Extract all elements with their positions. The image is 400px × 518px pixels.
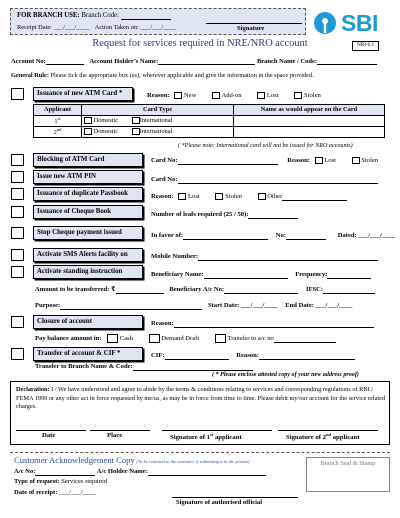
standing-row-1: Beneficiary Name: Frequency: [151,271,371,279]
branch-signature-label: Signature [237,25,265,32]
account-no-field[interactable] [46,58,84,65]
sig2-label: Signature of 2nd applicant [286,432,360,442]
transfer-row: CIF: Reason: [151,352,355,360]
branch-use-title: FOR BRANCH USE: Branch Code: [17,12,171,20]
declaration-text: Declaration: I / We have understood and agree to abide by the terms & conditions relating to services and corresponding regulations of RBI / FEMA 1999 or any other act in force requested by me/us, as may be in force from time to time. Please debit my/our account for the service related charges. [16,386,386,410]
standing-row-3: Purpose: Start Date: ___/___/____ End Date: ___/___/____ [35,302,353,309]
transfer-ac-field[interactable] [274,336,336,343]
table-row: 1st Domestic International [34,116,385,127]
transfer-checkbox[interactable] [11,348,24,360]
blocking-label: Blocking of ATM Card [33,153,143,167]
standing-checkbox[interactable] [11,266,24,278]
seal-label: Branch Seal & Stamp [320,460,376,467]
pay-cash-checkbox[interactable] [107,334,118,343]
stop-cheque-row: In favor of: No: Dated: ___/___/____ [151,232,396,239]
branch-field[interactable] [317,58,377,65]
domestic-checkbox[interactable] [84,128,92,135]
ack-ac-no-field[interactable] [35,469,95,476]
transfer-reason-field[interactable] [259,353,355,360]
atm-pin-checkbox[interactable] [11,171,24,183]
passbook-label: Issuance of duplicate Passbook [33,187,143,201]
reason-stolen-checkbox[interactable] [294,92,302,99]
reason-lost-checkbox[interactable] [257,92,265,99]
closure-reason-field[interactable] [174,321,374,328]
leafs-field[interactable] [248,212,298,219]
pay-transfer-checkbox[interactable] [215,334,226,343]
closure-checkbox[interactable] [11,316,24,328]
authorised-sig-label: Signature of authorised official [176,499,263,506]
account-fields-row: Account No: Account Holder’s Name: Branch Name / Code: [11,58,377,65]
cheque-book-checkbox[interactable] [11,206,24,218]
table-row: 2nd Domestic International [34,127,385,138]
sig1-label: Signature of 1st applicant [170,432,242,442]
sms-row: Mobile Number: [151,253,378,261]
col-card-type: Card Type [82,105,234,116]
domestic-checkbox[interactable] [84,117,92,124]
stop-cheque-checkbox[interactable] [11,227,24,239]
ack-ac-row: A/c No: A/c Holder Name: [14,468,266,476]
transfer-branch-row: Transfer to Branch Name & Code: [35,363,253,371]
international-checkbox[interactable] [132,128,140,135]
cheque-book-row: Number of leafs required (25 / 50): [151,211,298,219]
sbi-logo-text: SBI [341,10,378,36]
passbook-lost-checkbox[interactable] [178,193,186,200]
form-title: Request for services required in NRE/NRO account [92,38,308,49]
form-code: NRI-6.1 [352,41,379,51]
atm-pin-card-no-field[interactable] [178,177,378,184]
reason-addon-checkbox[interactable] [212,92,220,99]
in-favor-field[interactable] [183,233,268,240]
col-name-on-card: Name as would appear on the Card [234,105,385,116]
blocking-card-no-field[interactable] [178,158,278,165]
holder-name-field[interactable] [158,58,255,65]
name-on-card-field[interactable] [234,116,385,127]
atm-reason-row: Reason: New Add-on Lost Stolen [147,92,321,100]
blocking-checkbox[interactable] [11,154,24,166]
sig2-line [278,430,378,431]
ifsc-field[interactable] [323,287,375,294]
ack-receipt-row: Date of receipt: ___/___/____ [14,489,96,496]
ack-title-row: Customer Acknowledgement Copy (To be returned to the customer, if submitting it in the person) [14,455,250,465]
reason-new-checkbox[interactable] [174,92,182,99]
atm-card-label: Issuance of new ATM Card * [33,87,133,101]
cheque-book-label: Issuance of Cheque Book [33,205,143,219]
pay-balance-row: Pay balance amount in: Cash Demand Draft Transfer to a/c no [35,334,336,343]
branch-signature-line [206,23,302,24]
date-label: Date [42,432,56,439]
transfer-note: ( * Please enclose attested copy of your new address proof) [212,372,359,378]
passbook-stolen-checkbox[interactable] [215,193,223,200]
closure-label: Closure of account [33,315,143,329]
atm-pin-row: Card No: [151,176,378,184]
passbook-other-checkbox[interactable] [258,193,266,200]
beneficiary-name-field[interactable] [204,272,288,279]
atm-card-checkbox[interactable] [11,88,24,100]
general-rule: General Rule: Please tick the appropriate box (es), wherever applicable and give the information in the space provided. [11,72,314,79]
closure-reason-row: Reason: [151,320,374,328]
col-applicant: Applicant [34,105,82,116]
sms-label: Activate SMS Alerts facility on [33,248,143,262]
name-on-card-field[interactable] [234,127,385,138]
place-label: Place [107,432,123,439]
purpose-field[interactable] [60,303,202,310]
cheque-no-field[interactable] [286,233,326,240]
transfer-label: Transfer of account & CIF * [33,347,143,361]
authorised-sig-line [172,497,298,498]
passbook-other-field[interactable] [282,194,347,201]
stop-cheque-label: Stop Cheque payment issued [33,226,143,240]
blocking-stolen-checkbox[interactable] [352,157,360,164]
sbi-logo [312,8,394,38]
ack-holder-field[interactable] [148,469,266,476]
sms-checkbox[interactable] [11,249,24,261]
place-line [90,430,150,431]
pay-dd-checkbox[interactable] [149,334,160,343]
sig1-line [162,430,272,431]
international-checkbox[interactable] [132,117,140,124]
standing-label: Activate standing instruction [33,265,143,279]
standing-row-2: Amount to be transferred: ₹ Beneficiary A/c No: IFSC: [35,286,375,294]
mobile-field[interactable] [198,254,378,261]
ack-type-row: Type of request: Services required [14,478,108,485]
atm-card-table [33,104,385,138]
blocking-row: Card No: Reason: Lost Stolen [151,157,379,165]
blocking-lost-checkbox[interactable] [315,157,323,164]
frequency-field[interactable] [327,272,371,279]
passbook-checkbox[interactable] [11,188,24,200]
transfer-branch-field[interactable] [133,364,253,371]
atm-pin-label: Issue new ATM PIN [33,170,143,184]
passbook-row: Reason: Lost Stolen Other [151,193,347,201]
branch-receipt-line: Receipt Date: ___/___/____ Action Taken on: ___/___/____ [17,24,176,31]
beneficiary-ac-field[interactable] [224,287,298,294]
amount-field[interactable] [116,287,164,294]
international-note: ( *Please note: International card will not be issued for NRO accounts) [178,143,353,149]
cif-field[interactable] [165,353,229,360]
cut-line [10,452,390,453]
date-line [16,430,86,431]
